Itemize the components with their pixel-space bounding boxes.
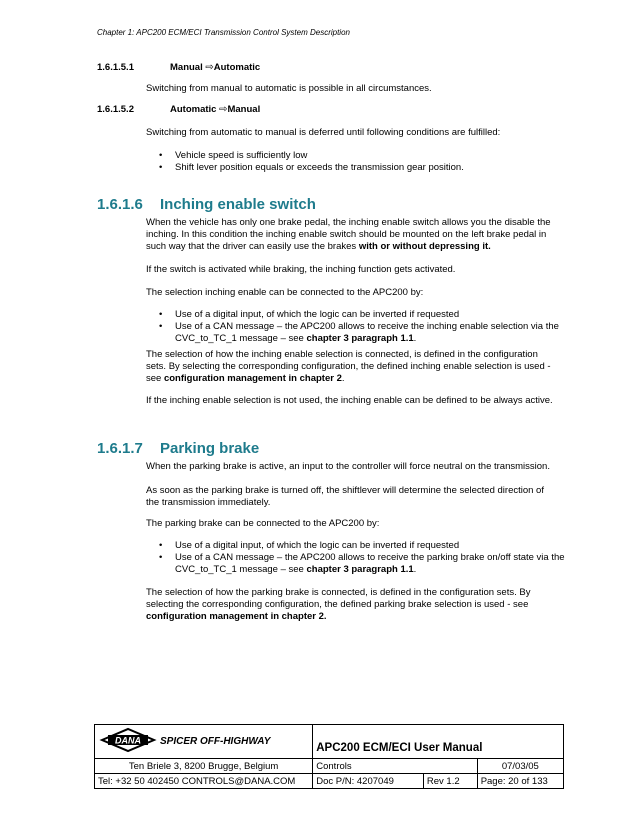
bullet-icon: • <box>159 552 163 563</box>
footer-table <box>94 724 564 789</box>
list-item: • Vehicle speed is sufficiently low <box>159 150 308 161</box>
title-from: Manual <box>170 62 206 73</box>
list-item: • Use of a digital input, of which the logic can be inverted if requested <box>159 540 460 551</box>
page-number: Page: 20 of 133 <box>477 774 563 789</box>
bullet-list <box>146 540 566 576</box>
logo-text: SPICER OFF-HIGHWAY <box>160 736 271 747</box>
list-item: • Shift lever position equals or exceeds the transmission gear position. <box>159 162 464 173</box>
bullet-icon: • <box>159 321 163 332</box>
page-footer <box>94 724 564 786</box>
bullet-icon: • <box>159 540 163 551</box>
title-from: Automatic <box>170 104 220 115</box>
title-to: Manual <box>227 104 261 115</box>
section-title <box>170 62 260 73</box>
logo-cell <box>95 725 313 759</box>
paragraph: The parking brake can be connected to the APC200 by: <box>146 518 380 529</box>
bullet-icon: • <box>159 150 163 161</box>
paragraph: As soon as the parking brake is turned off, the shiftlever will determine the selected direction of the transmission immediately. <box>146 485 544 508</box>
address: Ten Briele 3, 8200 Brugge, Belgium <box>95 759 313 774</box>
section-number: 1.6.1.6 <box>97 196 143 213</box>
bullet-list <box>146 150 566 174</box>
paragraph: The selection inching enable can be connected to the APC200 by: <box>146 287 424 298</box>
revision: Rev 1.2 <box>423 774 477 789</box>
paragraph: Switching from automatic to manual is deferred until following conditions are fulfilled: <box>146 127 501 138</box>
logo-brand: DANA <box>115 735 141 746</box>
section-number: 1.6.1.5.1 <box>97 62 134 73</box>
arrow-right-icon: ⇨ <box>219 104 228 115</box>
bullet-icon: • <box>159 309 163 320</box>
document-number: Doc P/N: 4207049 <box>313 774 424 789</box>
section-number: 1.6.1.5.2 <box>97 104 134 115</box>
list-item: • Use of a CAN message – the APC200 allows to receive the parking brake on/off state via the CVC_to_TC_1 message – see chapter 3 paragraph 1.1. <box>159 552 565 575</box>
contact: Tel: +32 50 402450 CONTROLS@DANA.COM <box>95 774 313 789</box>
paragraph: If the inching enable selection is not used, the inching enable can be defined to be always active. <box>146 395 553 406</box>
section-title <box>170 104 260 115</box>
paragraph: When the vehicle has only one brake pedal, the inching enable switch allows you the disable the inching. In this condition the inching enable switch should be mounted on the left brake pedal in such way that the driver can easily use the brakes with or without depressing it. <box>146 217 551 252</box>
paragraph: When the parking brake is active, an input to the controller will force neutral on the transmission. <box>146 461 550 472</box>
page-header: Chapter 1: APC200 ECM/ECI Transmission Control System Description <box>97 28 350 37</box>
title-to: Automatic <box>213 62 261 73</box>
department: Controls <box>313 759 477 774</box>
list-item: • Use of a digital input, of which the logic can be inverted if requested <box>159 309 460 320</box>
date: 07/03/05 <box>477 759 563 774</box>
section-title: Parking brake <box>160 440 260 457</box>
manual-title: APC200 ECM/ECI User Manual <box>313 725 564 759</box>
arrow-right-icon: ⇨ <box>205 62 214 73</box>
section-title: Inching enable switch <box>160 196 316 213</box>
section-number: 1.6.1.7 <box>97 440 143 457</box>
paragraph: The selection of how the inching enable selection is connected, is defined in the configuration sets. By selecting the corresponding configuration, the defined inching enable selection is used - see configuration management in chapter 2. <box>146 349 551 384</box>
bullet-list <box>146 309 566 345</box>
paragraph: If the switch is activated while braking, the inching function gets activated. <box>146 264 456 275</box>
paragraph: The selection of how the parking brake is connected, is defined in the configuration sets. By selecting the corresponding configuration, the defined parking brake selection is used - see configuration management in chapter 2. <box>146 587 531 622</box>
paragraph: Switching from manual to automatic is possible in all circumstances. <box>146 83 432 94</box>
list-item: • Use of a CAN message – the APC200 allows to receive the inching enable selection via the CVC_to_TC_1 message – see chapter 3 paragraph 1.1. <box>159 321 559 344</box>
dana-logo <box>98 725 298 755</box>
bullet-icon: • <box>159 162 163 173</box>
